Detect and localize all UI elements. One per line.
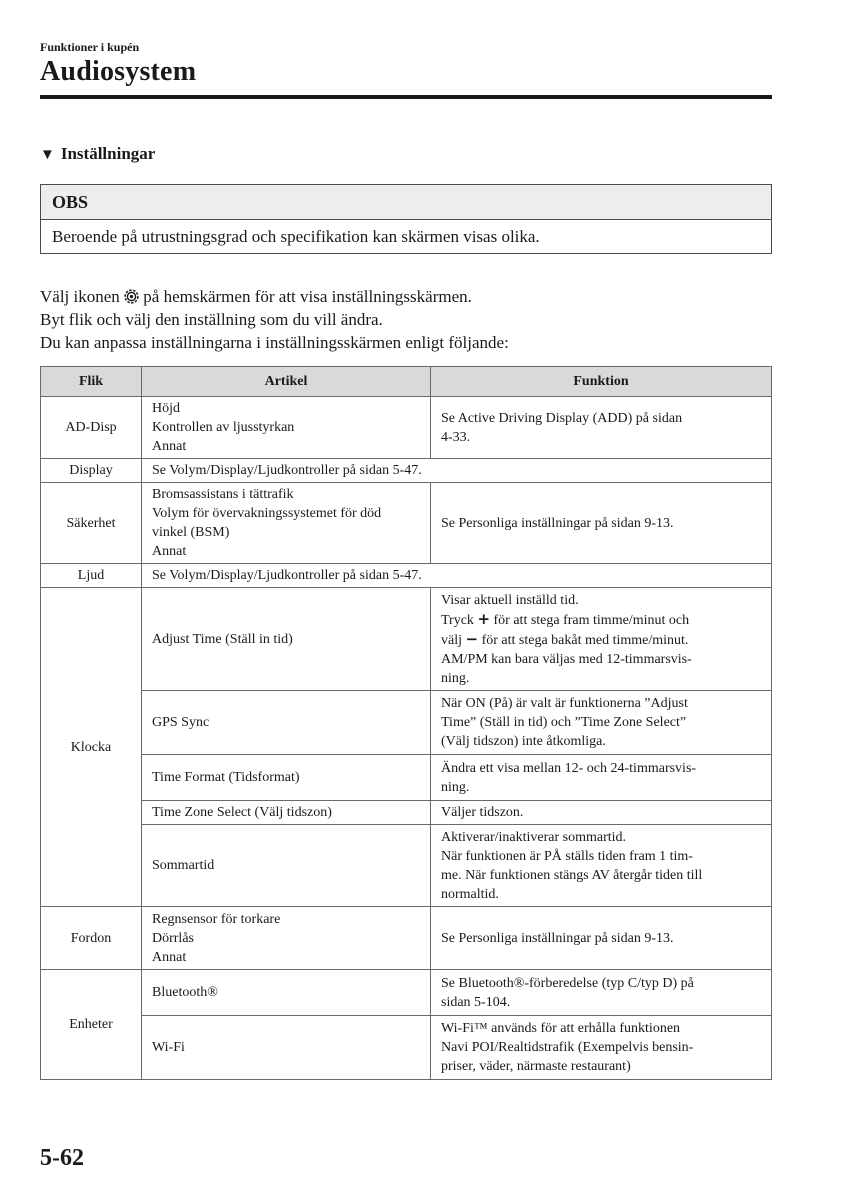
function-text: för att stega bakåt med timme/minut. [481, 632, 689, 648]
span-cell: Se Volym/Display/Ljudkontroller på sidan 5-47. [142, 459, 772, 483]
function-cell [431, 1016, 772, 1080]
plus-icon: + [477, 609, 491, 628]
function-cell [431, 970, 772, 1016]
intro-line-3: Du kan anpassa inställningarna i inställningsskärmen enligt följande: [40, 333, 509, 352]
function-line: me. När funktionen stängs AV återgår tiden till [441, 867, 703, 883]
article-line: Annat [152, 544, 187, 559]
intro-paragraph [40, 285, 780, 354]
table-row [41, 483, 772, 564]
tab-cell: Fordon [41, 907, 142, 970]
tab-cell: Enheter [41, 970, 142, 1080]
table-row [41, 755, 772, 801]
function-line: Aktiverar/inaktiverar sommartid. [441, 829, 627, 845]
function-line: 4-33. [441, 429, 471, 445]
function-cell: Väljer tidszon. [431, 801, 772, 825]
tab-cell: Ljud [41, 564, 142, 588]
span-cell: Se Volym/Display/Ljudkontroller på sidan 5-47. [142, 564, 772, 588]
function-line: sidan 5-104. [441, 994, 511, 1010]
function-cell: Se Personliga inställningar på sidan 9-13. [431, 483, 772, 564]
article-cell: Wi-Fi [142, 1016, 431, 1080]
function-cell [431, 397, 772, 459]
function-cell: Se Personliga inställningar på sidan 9-13. [431, 907, 772, 970]
function-line: AM/PM kan bara väljas med 12-timmarsvis- [441, 651, 692, 667]
article-line: Annat [152, 439, 187, 454]
function-line: priser, väder, närmaste restaurant) [441, 1059, 631, 1074]
function-line: ning. [441, 779, 470, 795]
function-line [441, 630, 761, 650]
function-cell [431, 691, 772, 755]
intro-line-1-end: på hemskärmen för att visa inställningsskärmen. [143, 287, 472, 306]
table-row [41, 970, 772, 1016]
function-cell [431, 588, 772, 691]
function-line: normaltid. [441, 886, 499, 902]
header-function: Funktion [431, 367, 772, 397]
tab-cell: Säkerhet [41, 483, 142, 564]
tab-cell: AD-Disp [41, 397, 142, 459]
table-header-row [41, 367, 772, 397]
section-marker-icon: ▼ [40, 147, 55, 163]
function-text: för att stega fram timme/minut och [493, 612, 690, 628]
note-text: Beroende på utrustningsgrad och specifikation kan skärmen visas olika. [52, 227, 540, 246]
function-line: Visar aktuell inställd tid. [441, 592, 579, 608]
function-text: välj [441, 632, 462, 648]
table-row [41, 691, 772, 755]
minus-icon: − [465, 629, 479, 648]
table-row [41, 825, 772, 907]
section-title: Inställningar [60, 144, 156, 163]
table-row [41, 801, 772, 825]
article-cell [142, 397, 431, 459]
title-rule [40, 95, 772, 99]
article-line: Dörrlås [152, 930, 194, 946]
article-cell: Time Zone Select (Välj tidszon) [142, 801, 431, 825]
function-line [441, 610, 761, 630]
function-cell [431, 755, 772, 801]
article-line: Kontrollen av ljusstyrkan [152, 420, 295, 435]
function-line: Time” (Ställ in tid) och ”Time Zone Select” [441, 715, 687, 730]
article-line: Annat [152, 949, 187, 965]
gear-icon [124, 289, 139, 304]
article-cell: Time Format (Tidsformat) [142, 755, 431, 801]
article-line: Volym för övervakningssystemet för död [152, 506, 382, 521]
function-line: När funktionen är PÅ ställs tiden fram 1 tim- [441, 848, 693, 864]
intro-line-1 [40, 285, 780, 308]
function-line: ning. [441, 670, 470, 686]
article-line: Höjd [152, 401, 180, 416]
article-cell: Sommartid [142, 825, 431, 907]
article-cell [142, 483, 431, 564]
function-line: Se Active Driving Display (ADD) på sidan [441, 410, 683, 426]
header-article: Artikel [142, 367, 431, 397]
function-line: Se Bluetooth®-förberedelse (typ C/typ D) på [441, 975, 694, 991]
article-cell: Bluetooth® [142, 970, 431, 1016]
table-row [41, 459, 772, 483]
intro-line-2: Byt flik och välj den inställning som du vill ändra. [40, 310, 383, 329]
intro-line-1-start: Välj ikonen [40, 287, 120, 306]
tab-cell: Klocka [41, 588, 142, 907]
function-text: Tryck [441, 612, 474, 628]
section-heading [40, 144, 155, 164]
article-cell: Adjust Time (Ställ in tid) [142, 588, 431, 691]
page-number: 5-62 [40, 1145, 84, 1171]
article-cell [142, 907, 431, 970]
function-line: Navi POI/Realtidstrafik (Exempelvis bensin- [441, 1040, 694, 1055]
table-row [41, 588, 772, 691]
article-cell: GPS Sync [142, 691, 431, 755]
function-line: (Välj tidszon) inte åtkomliga. [441, 734, 606, 749]
page-title: Audiosystem [40, 56, 197, 87]
function-line: Ändra ett visa mellan 12- och 24-timmarsvis- [441, 760, 697, 776]
table-row [41, 1016, 772, 1080]
table-row [41, 397, 772, 459]
note-heading: OBS [41, 185, 771, 220]
table-row [41, 564, 772, 588]
header-tab: Flik [41, 367, 142, 397]
chapter-label: Funktioner i kupén [40, 40, 140, 54]
function-line: Wi-Fi™ används för att erhålla funktionen [441, 1021, 681, 1036]
article-line: vinkel (BSM) [152, 525, 230, 540]
article-line: Regnsensor för torkare [152, 911, 281, 927]
table-row [41, 907, 772, 970]
article-line: Bromsassistans i tättrafik [152, 487, 294, 502]
function-cell [431, 825, 772, 907]
function-line: När ON (På) är valt är funktionerna ”Adjust [441, 696, 688, 711]
settings-table [40, 366, 772, 1080]
note-box [40, 184, 772, 254]
tab-cell: Display [41, 459, 142, 483]
